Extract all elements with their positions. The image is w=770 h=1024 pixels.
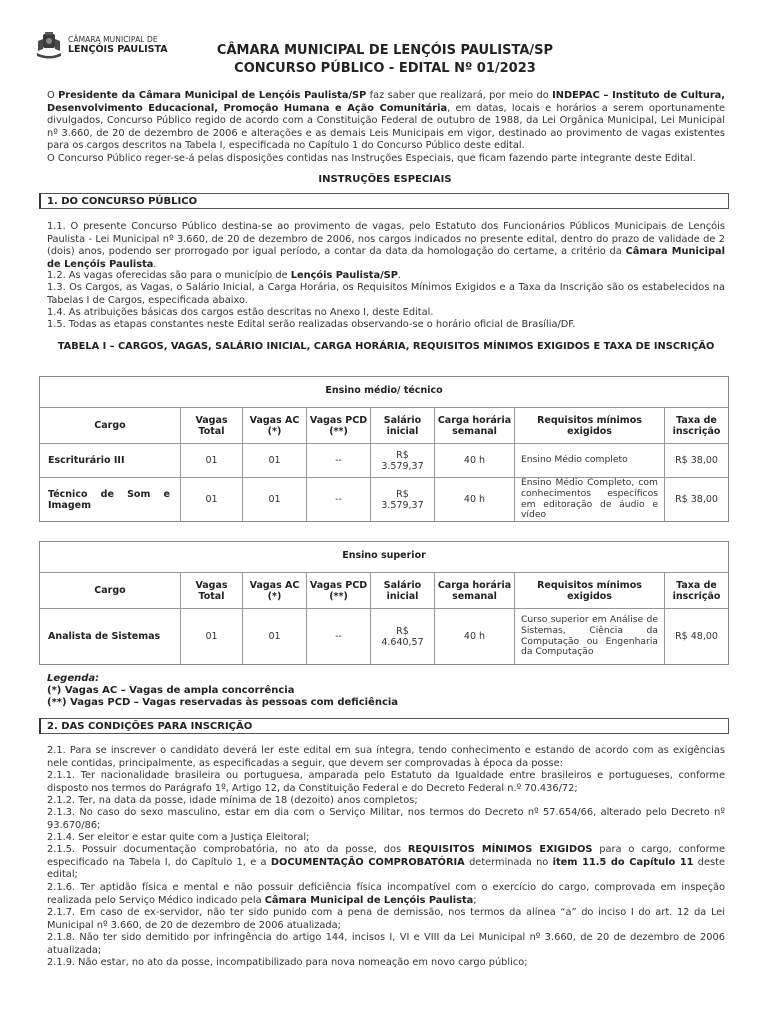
- header-vagas-pcd: Vagas PCD (**): [306, 407, 370, 443]
- row-carga: 40 h: [434, 608, 514, 664]
- row-cargo: Técnico de Som e Imagem: [40, 477, 180, 521]
- row-cargo: Analista de Sistemas: [40, 608, 180, 664]
- row-salario: R$ 4.640,57: [370, 608, 434, 664]
- table-1-title: TABELA I – CARGOS, VAGAS, SALÁRIO INICIAL, CARGA HORÁRIA, REQUISITOS MÍNIMOS EXIGIDOS E TAXA DE INSCRIÇÃO: [57, 341, 715, 352]
- header-cargo: Cargo: [40, 572, 180, 608]
- group-label: Ensino médio/ técnico: [325, 385, 443, 396]
- header-requisitos: Requisitos mínimos exigidos: [514, 407, 664, 443]
- intro-paragraph-2: O Concurso Público reger-se-á pelas disposições contidas nas Instruções Especiais, que ficam fazendo parte integrante deste Edital.: [47, 153, 696, 164]
- item-2-1-5: 2.1.5. Possuir documentação comprobatória, no ato da posse, dos REQUISITOS MÍNIMOS EXIGIDOS para o cargo, conforme especificado na Tabela I, do Capítulo 1, e a DOCUMENTAÇÃO COMPROBATÓRIA determinada no item 11.5 do Capítulo 11 deste edital;: [47, 844, 726, 881]
- item-2-1-9: 2.1.9. Não estar, no ato da posse, incompatibilizado para nova nomeação em novo cargo público;: [47, 957, 528, 968]
- header-vagas-ac: Vagas AC (*): [242, 572, 306, 608]
- item-2-1-1: 2.1.1. Ter nacionalidade brasileira ou portuguesa, amparada pelo Estatuto da Igualdade entre brasileiros e portugueses, conforme disposto nos termos do Parágrafo 1º, Artigo 12, da Constituição Federal e do Decreto Federal n.º 70.436/72;: [47, 770, 725, 794]
- legend-pcd: (**) Vagas PCD – Vagas reservadas às pessoas com deficiência: [47, 697, 399, 708]
- document-subtitle: CONCURSO PÚBLICO - EDITAL Nº 01/2023: [234, 61, 536, 76]
- logo-line-1: CÂMARA MUNICIPAL DE: [68, 35, 158, 44]
- legend-title: Legenda:: [47, 673, 100, 684]
- table-group-medio: [39, 376, 729, 522]
- item-2-1-6: 2.1.6. Ter aptidão física e mental e não possuir deficiência física incompatível com o exercício do cargo, comprovada em inspeção realizada pelo Serviço Médico indicado pela Câmara Municipal de Lençóis Paulista;: [47, 882, 725, 906]
- row-vagas-ac: 01: [242, 477, 306, 521]
- item-1-1: 1.1. O presente Concurso Público destina-se ao provimento de vagas, pelo Estatuto dos Funcionários Públicos Municipais de Lençóis Paulista - Lei Municipal nº 3.660, de 20 de dezembro de 2006, nos cargos indicados no presente edital, dentro do prazo de validade de 2 (dois) anos, podendo ser prorrogado por igual período, a contar da data da homologação do certame, a critério da Câmara Municipal de Lençóis Paulista.: [47, 221, 725, 270]
- header-salario: Salário inicial: [370, 572, 434, 608]
- header-requisitos: Requisitos mínimos exigidos: [514, 572, 664, 608]
- row-vagas-pcd: --: [306, 443, 370, 477]
- item-2-1-7: 2.1.7. Em caso de ex-servidor, não ter sido punido com a pena de demissão, nos termos da alínea “a” do inciso I do art. 12 da Lei Municipal nº 3.660, de 20 de dezembro de 2006 atualizada;: [47, 907, 725, 931]
- header-taxa: Taxa de inscrição: [664, 572, 728, 608]
- section-2-heading: 2. DAS CONDIÇÕES PARA INSCRIÇÃO: [39, 718, 729, 734]
- intro-paragraph: O Presidente da Câmara Municipal de Lençóis Paulista/SP faz saber que realizará, por meio do INDEPAC – Instituto de Cultura, Desenvolvimento Educacional, Promoção Humana e Ação Comunitária, em datas, locais e horários a serem oportunamente divulgados, Concurso Público regido de acordo com a Constituição Federal de outubro de 1988, da Lei Orgânica Municipal, Lei Municipal nº 3.660, de 20 de dezembro de 2006 e alterações e as demais Leis Municipais em vigor, destinado ao provimento de vagas existentes para os cargos descritos na Tabela I, especificada no Capítulo 1 do Concurso Público deste edital.: [47, 90, 725, 152]
- legend-ac: (*) Vagas AC – Vagas de ampla concorrência: [47, 685, 295, 696]
- row-vagas-pcd: --: [306, 477, 370, 521]
- row-carga: 40 h: [434, 443, 514, 477]
- row-salario: R$ 3.579,37: [370, 477, 434, 521]
- header-vagas-total: Vagas Total: [180, 407, 242, 443]
- row-vagas-total: 01: [180, 477, 242, 521]
- row-vagas-ac: 01: [242, 608, 306, 664]
- row-vagas-pcd: --: [306, 608, 370, 664]
- header-vagas-ac: Vagas AC (*): [242, 407, 306, 443]
- special-instructions-heading: INSTRUÇÕES ESPECIAIS: [318, 174, 452, 185]
- item-2-1-8: 2.1.8. Não ter sido demitido por infringência do artigo 144, incisos I, VI e VIII da Lei Municipal nº 3.660, de 20 de dezembro de 2006 atualizada;: [47, 932, 725, 956]
- section-1-heading: 1. DO CONCURSO PÚBLICO: [39, 193, 729, 209]
- row-cargo: Escriturário III: [40, 443, 180, 477]
- row-taxa: R$ 38,00: [664, 443, 728, 477]
- header-carga: Carga horária semanal: [434, 407, 514, 443]
- item-2-1-2: 2.1.2. Ter, na data da posse, idade mínima de 18 (dezoito) anos completos;: [47, 795, 418, 806]
- row-requisitos: Curso superior em Análise de Sistemas, Ciência da Computação ou Engenharia da Computação: [514, 608, 664, 664]
- row-salario: R$ 3.579,37: [370, 443, 434, 477]
- table-group-superior: [39, 541, 729, 665]
- item-1-5: 1.5. Todas as etapas constantes neste Edital serão realizadas observando-se o horário oficial de Brasília/DF.: [47, 319, 576, 330]
- group-label: Ensino superior: [342, 550, 426, 561]
- row-requisitos: Ensino Médio Completo, com conhecimentos específicos em editoração de áudio e vídeo: [514, 477, 664, 521]
- row-taxa: R$ 48,00: [664, 608, 728, 664]
- document-title: CÂMARA MUNICIPAL DE LENÇÓIS PAULISTA/SP: [216, 43, 554, 58]
- row-requisitos: Ensino Médio completo: [514, 443, 664, 477]
- item-1-2: 1.2. As vagas oferecidas são para o município de Lençóis Paulista/SP.: [47, 270, 402, 281]
- item-1-4: 1.4. As atribuições básicas dos cargos estão descritas no Anexo I, deste Edital.: [47, 307, 434, 318]
- header-vagas-pcd: Vagas PCD (**): [306, 572, 370, 608]
- item-1-3: 1.3. Os Cargos, as Vagas, o Salário Inicial, a Carga Horária, os Requisitos Mínimos Exigidos e a Taxa da Inscrição são os estabelecidos na Tabelas I de Cargos, especificada abaixo.: [47, 282, 725, 306]
- header-carga: Carga horária semanal: [434, 572, 514, 608]
- logo-line-2: LENÇÓIS PAULISTA: [68, 44, 168, 55]
- row-vagas-total: 01: [180, 608, 242, 664]
- item-2-1-3: 2.1.3. No caso do sexo masculino, estar em dia com o Serviço Militar, nos termos do Decreto nº 57.654/66, alterado pelo Decreto nº 93.670/86;: [47, 807, 725, 831]
- header-cargo: Cargo: [40, 407, 180, 443]
- header-salario: Salário inicial: [370, 407, 434, 443]
- item-2-1-4: 2.1.4. Ser eleitor e estar quite com a Justiça Eleitoral;: [47, 832, 310, 843]
- row-vagas-total: 01: [180, 443, 242, 477]
- item-2-1: 2.1. Para se inscrever o candidato deverá ler este edital em sua íntegra, tendo conhecimento e estando de acordo com as exigências nele contidas, principalmente, as especificadas a seguir, que devem ser comprovadas à época da posse:: [47, 745, 725, 769]
- header-taxa: Taxa de inscrição: [664, 407, 728, 443]
- row-taxa: R$ 38,00: [664, 477, 728, 521]
- header-vagas-total: Vagas Total: [180, 572, 242, 608]
- row-carga: 40 h: [434, 477, 514, 521]
- row-vagas-ac: 01: [242, 443, 306, 477]
